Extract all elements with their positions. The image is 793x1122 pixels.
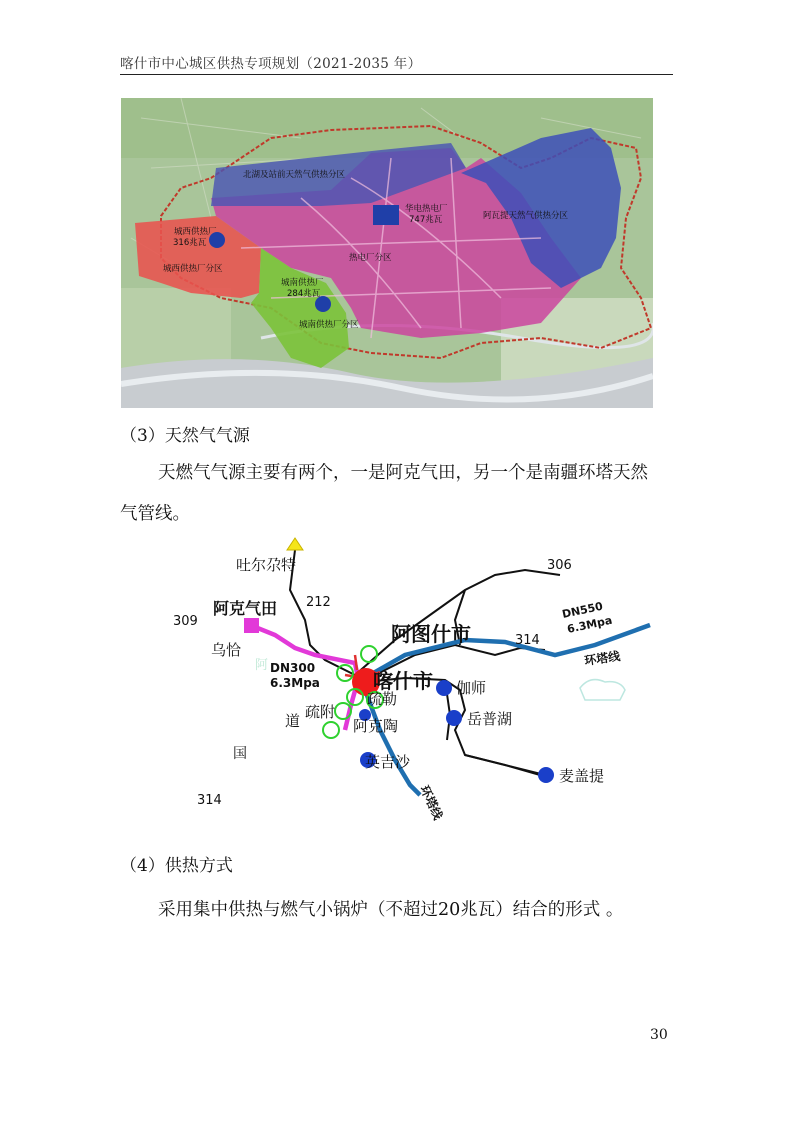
- label-turpan: 吐尔尕特: [236, 556, 297, 574]
- label-huantaxian-east: 环塔线: [583, 649, 622, 668]
- label-redianchang-zone: 热电厂分区: [349, 253, 392, 263]
- label-atushi: 阿图什市: [391, 622, 471, 646]
- huadian-plant-marker: [373, 205, 399, 225]
- label-faded: 阿: [255, 658, 269, 673]
- section4-heading: （4）供热方式: [120, 856, 233, 876]
- label-guo: 国: [233, 746, 247, 762]
- label-chengxi-cap: 316兆瓦: [173, 238, 207, 248]
- label-yuepuhu: 岳普湖: [467, 710, 513, 728]
- section4-line1: 采用集中供热与燃气小锅炉（不超过20兆瓦）结合的形式 。: [158, 900, 624, 920]
- label-beihu-zone: 北湖及站前天然气供热分区: [243, 170, 346, 180]
- label-huantaxian-south: 环塔线: [417, 783, 446, 822]
- label-dn300: DN300: [270, 661, 316, 675]
- label-dao: 道: [285, 712, 301, 730]
- label-r306: 306: [547, 558, 572, 573]
- label-shufu: 疏附: [305, 703, 336, 721]
- label-maigaiti: 麦盖提: [559, 767, 605, 785]
- label-chengnan-zone: 城南供热厂分区: [299, 320, 359, 330]
- header-rule: [120, 74, 673, 75]
- label-r309: 309: [173, 614, 198, 629]
- label-awati-zone: 阿瓦提天然气供热分区: [483, 211, 569, 221]
- akeqitian-square-marker: [244, 618, 259, 633]
- section3-line2: 气管线。: [120, 504, 190, 524]
- jiashi-dot: [436, 680, 452, 696]
- label-huadian-cap: 747兆瓦: [409, 215, 443, 225]
- maigaiti-dot: [538, 767, 554, 783]
- label-r212: 212: [306, 595, 331, 610]
- label-huadian-name: 华电热电厂: [405, 204, 448, 214]
- label-r314b: 314: [197, 793, 222, 808]
- heating-zone-map: [121, 98, 653, 408]
- label-kashi: 喀什市: [373, 669, 433, 693]
- label-dn550: DN550: [560, 599, 605, 621]
- label-dn300-pressure: 6.3Mpa: [270, 676, 320, 690]
- label-shule: 疏勒: [367, 690, 398, 708]
- section3-heading: （3）天然气气源: [120, 426, 250, 446]
- label-chengxi-name: 城西供热厂: [174, 227, 217, 237]
- label-akeqitian: 阿克气田: [213, 599, 278, 618]
- label-r314a: 314: [515, 633, 540, 648]
- label-akeatao: 阿克陶: [353, 717, 399, 735]
- label-yingjisha: 英吉沙: [365, 753, 411, 771]
- yuepuhu-dot: [446, 710, 462, 726]
- label-jiashi: 伽师: [456, 679, 487, 697]
- label-chengxi-zone: 城西供热厂分区: [163, 264, 223, 274]
- label-wuqia: 乌恰: [211, 641, 242, 659]
- page-number: 30: [650, 1027, 668, 1043]
- label-chengnan-cap: 284兆瓦: [287, 289, 321, 299]
- label-dn550-pressure: 6.3Mpa: [565, 613, 614, 636]
- gas-pipeline-map: [165, 530, 665, 830]
- section3-line1: 天燃气气源主要有两个，一是阿克气田，另一个是南疆环塔天然: [158, 463, 648, 483]
- label-chengnan-name: 城南供热厂: [281, 278, 324, 288]
- running-header: 喀什市中心城区供热专项规划（2021-2035 年）: [120, 56, 422, 72]
